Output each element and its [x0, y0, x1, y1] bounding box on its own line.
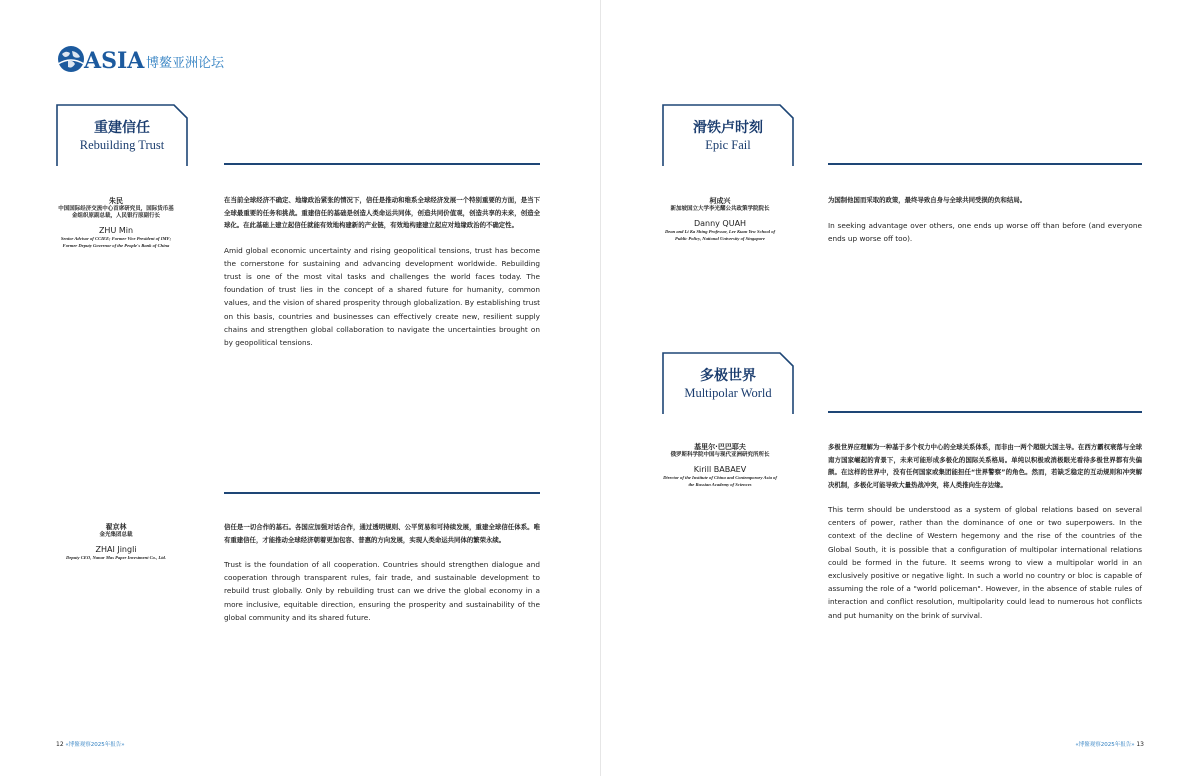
- page-footer-left: [56, 740, 125, 748]
- publication-title: «博鳌观察2025年报告»: [1075, 742, 1135, 748]
- publication-title: «博鳌观察2025年报告»: [65, 742, 125, 748]
- section-divider: [224, 163, 540, 165]
- quote-en-text: Amid global economic uncertainty and rising geopolitical tensions, trust has become the cornerstone for sustaining and advancing development worldwide. Rebuilding trust is one of the most vital tasks and challenges the world faces today. The foundation of trust lies in the concept of a shared future for humanity, common values, and the vision of shared prosperity through globalization. By establishing trust on this basis, countries and businesses can effectively create new, resilient supply chains and strengthen global collaboration to navigate the uncertainties brought on by geopolitical tensions.: [224, 245, 540, 347]
- quote-cn-text: 为国制他国而采取的政策，最终导致自身与全球共同受损的负和结局。: [828, 196, 1027, 204]
- speaker-cn-name: 基里尔·巴巴耶夫: [694, 443, 746, 451]
- quote-en-text: In seeking advantage over others, one ends up worse off than before (and everyone ends up worse off too).: [828, 220, 1142, 243]
- page-number: 12: [56, 741, 64, 748]
- speaker-cn-role: 俄罗斯科学院中国与现代亚洲研究所所长: [670, 452, 770, 458]
- speaker-en-name: ZHU Min: [98, 226, 134, 235]
- section-label-epic-fail: [662, 104, 794, 166]
- section-title-cn: 多极世界: [700, 368, 756, 384]
- quote-zhai-jingli: [224, 521, 540, 624]
- speaker-en-role: Director of the Institute of China and Contemporary Asia of the Russian Academy of Sciences: [663, 475, 777, 487]
- speaker-divider: [224, 492, 540, 494]
- speaker-cn-name: 朱民: [109, 197, 123, 205]
- section-label-multipolar-world: [662, 352, 794, 414]
- logo-wordmark: ASIA: [84, 48, 145, 74]
- speaker-cn-name: 柯成兴: [709, 197, 731, 205]
- section-title-cn: 滑铁卢时刻: [693, 120, 763, 136]
- section-title-en: Rebuilding Trust: [79, 138, 165, 152]
- quote-cn-text: 在当前全球经济不确定、地缘政治紧张的情况下，信任是推动和维系全球经济发展一个特别重要的方面，是当下全球最重要的任务和挑战。重建信任的基础是创造人类命运共同体，创造共同价值观，创造共享的未来，创造全球化。在此基础上建立起信任就能有效地构建新的产业链，有效地构建建立起应对地缘政治的不确定性。: [224, 196, 540, 229]
- section-divider: [828, 163, 1142, 165]
- speaker-danny-quah: [660, 197, 780, 243]
- quote-en-text: Trust is the foundation of all cooperation. Countries should strengthen dialogue and cooperation through transparent rules, fair trade, and sustainable development to rebuild trust globally. Only by rebuilding trust can we drive the global economy in a more inclusive, equitable direction, ensuring the prosperity and sustainability of the global community and its shared future.: [224, 560, 540, 622]
- speaker-cn-role: 金光集团总裁: [99, 532, 133, 538]
- page-footer-right: [1075, 740, 1144, 748]
- section-label-rebuilding-trust: [56, 104, 188, 166]
- section-title-cn: 重建信任: [94, 120, 150, 136]
- speaker-zhai-jingli: [56, 523, 176, 562]
- speaker-cn-role: 中国国际经济交流中心首席研究员，国际货币基金组织原副总裁，人民银行原副行长: [58, 206, 174, 219]
- speaker-kirill-babaev: [660, 443, 780, 489]
- quote-cn-text: 信任是一切合作的基石。各国应加强对话合作，通过透明规则、公平贸易和可持续发展，重建全球信任体系。唯有重建信任，才能推动全球经济朝着更加包容、普惠的方向发展，实现人类命运共同体的繁荣永续。: [224, 523, 540, 544]
- quote-cn-text: 多极世界应理解为一种基于多个权力中心的全球关系体系，而非由一两个超级大国主导。在西方霸权衰落与全球南方国家崛起的背景下，未来可能形成多极化的国际关系格局。单纯以积极或消极眼光看待多极世界都有失偏颇。在这样的世界中，没有任何国家或集团能担任“世界警察”的角色。然而，若缺乏稳定的互动规则和冲突解决机制，多极化可能导致大量热战冲突，将人类推向生存边缘。: [828, 443, 1142, 489]
- globe-icon: [56, 44, 86, 74]
- speaker-en-role: Senior Advisor of CCIEE; Former Vice President of IMF; Former Deputy Governor of the People's Bank of China: [60, 236, 172, 248]
- speaker-en-name: Danny QUAH: [693, 219, 747, 228]
- quote-danny-quah: [828, 194, 1142, 245]
- speaker-cn-name: 翟京林: [105, 523, 127, 531]
- speaker-cn-role: 新加坡国立大学李光耀公共政策学院院长: [670, 206, 770, 212]
- speaker-en-name: ZHAI Jingli: [95, 545, 137, 554]
- speaker-zhu-min: [56, 197, 176, 250]
- logo-chinese-name: 博鳌亚洲论坛: [146, 56, 225, 71]
- section-divider: [828, 411, 1142, 413]
- speaker-en-name: Kirill BABAEV: [693, 465, 747, 474]
- quote-kirill-babaev: [828, 441, 1142, 622]
- speaker-en-role: Deputy CEO, Nanar Mas Paper Investment Co., Ltd.: [66, 555, 166, 560]
- section-title-en: Epic Fail: [705, 138, 751, 152]
- right-page: [600, 0, 1200, 776]
- section-title-en: Multipolar World: [684, 386, 772, 400]
- quote-zhu-min: [224, 194, 540, 349]
- speaker-en-role: Dean and Li Ka Shing Professor, Lee Kuan Yew School of Public Policy, National University of Singapore: [664, 229, 776, 241]
- quote-en-text: This term should be understood as a system of global relations based on several centers of power, rather than the dominance of one or two superpowers. In the context of the decline of Western hegemony and the rise of the countries of the Global South, it is possible that a configuration of multipolar international relations could be formed in the future. It seems wrong to view a multipolar world in an exclusively positive or negative light. In such a world no country or bloc is capable of assuming the role of a "world policeman". However, in the absence of stable rules of interaction and conflict resolution, multipolarity could lead to numerous hot conflicts and put humanity on the brink of survival.: [828, 505, 1142, 620]
- page-number: 13: [1136, 741, 1144, 748]
